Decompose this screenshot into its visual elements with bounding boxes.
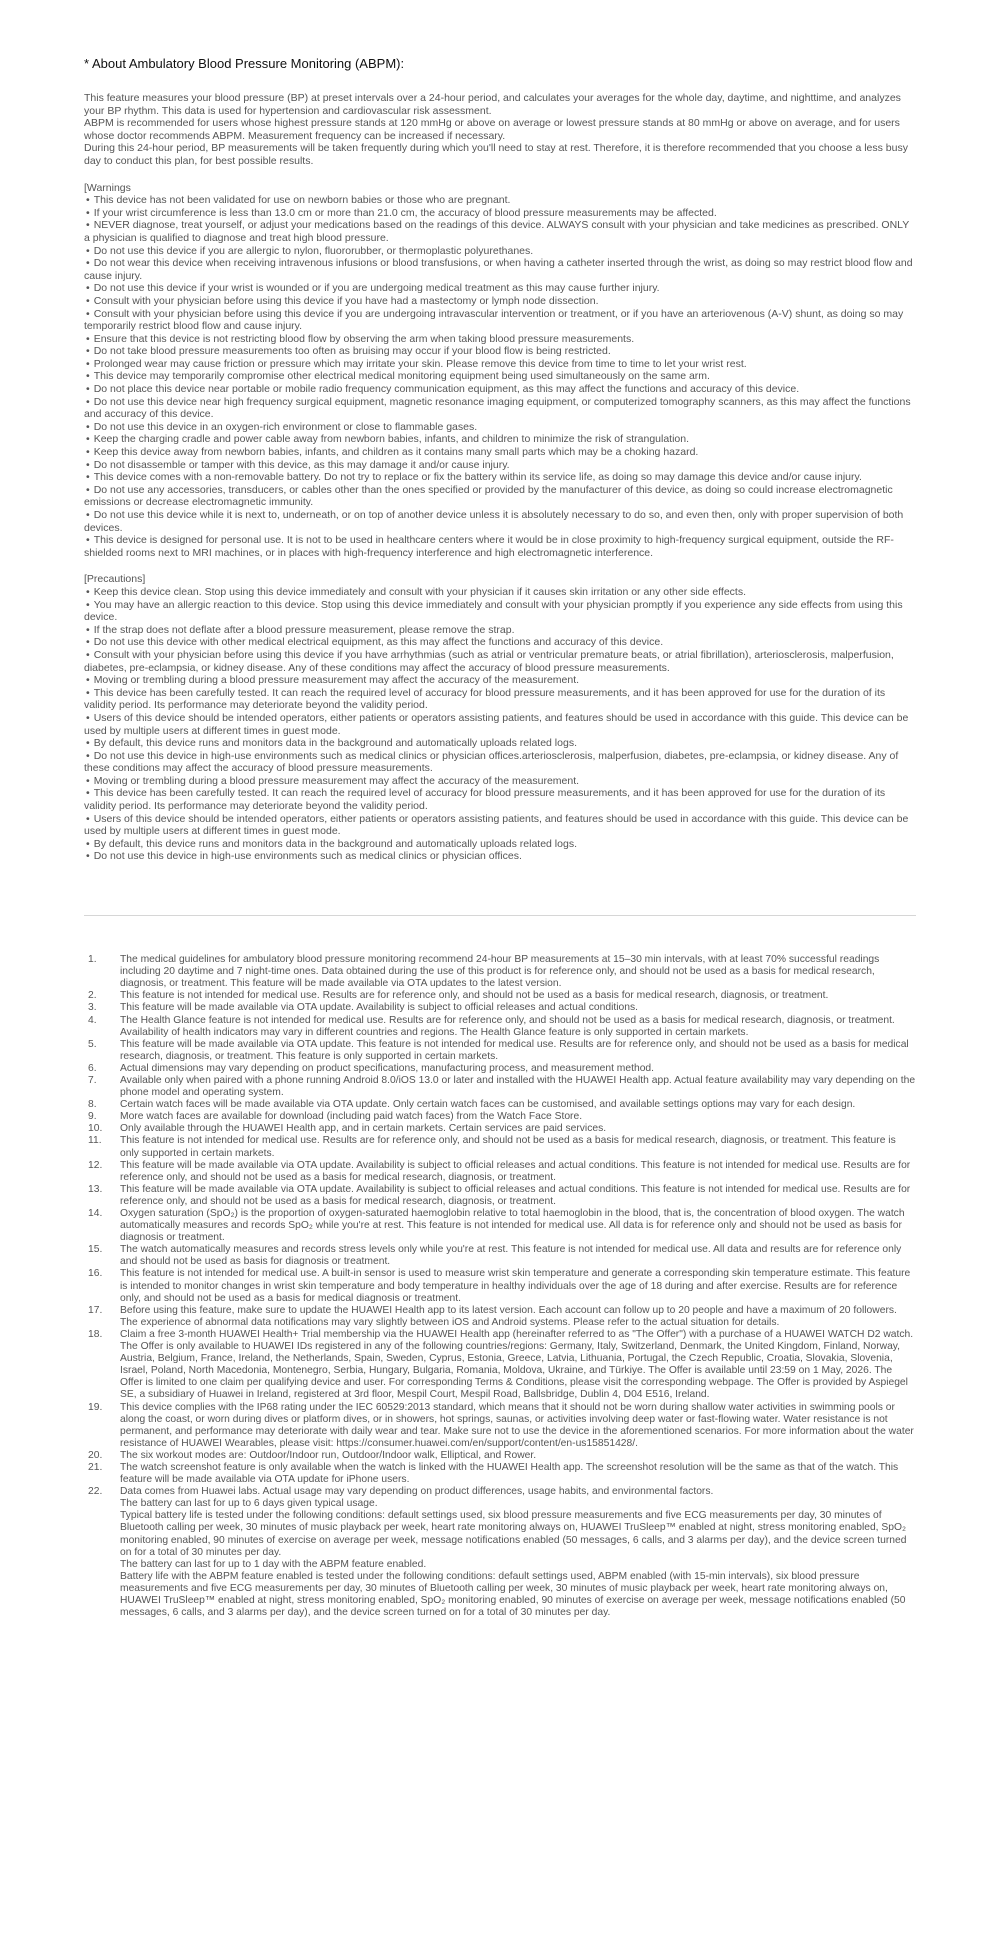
section-divider — [84, 915, 916, 916]
warning-item: • This device comes with a non-removable battery. Do not try to replace or fix the battery within its service life, as doing so may damage this device and/or cause injury. — [84, 471, 916, 484]
warning-item: • Consult with your physician before using this device if you have had a mastectomy or lymph node dissection. — [84, 295, 916, 308]
footnote-number: 18. — [88, 1328, 103, 1340]
precaution-item: • By default, this device runs and monitors data in the background and automatically uploads related logs. — [84, 838, 916, 851]
footnote-text — [120, 990, 916, 1002]
footnote-text — [120, 954, 916, 990]
footnote-number: 1. — [88, 954, 97, 966]
footnote-text — [120, 1063, 916, 1075]
warning-item: • This device may temporarily compromise other electrical medical monitoring equipment being used simultaneously on the same arm. — [84, 370, 916, 383]
footnote-paragraph: The Health Glance feature is not intended for medical use. Results are for reference only, and should not be used as a basis for medical research, diagnosis, or treatment. Availability of health indicators may vary in different countries and regions. The Health Glance feature is only supported in certain markets. — [120, 1014, 895, 1038]
footnote-item — [84, 1184, 916, 1208]
footnote-item — [84, 1268, 916, 1304]
footnote-paragraph: This feature will be made available via OTA update. This feature is not intended for medical use. Results are for reference only, and should not be used as a basis for medical research, diagnosis, or treatment. This feature is only supported in certain markets. — [120, 1038, 909, 1062]
precaution-item: • Do not use this device in high-use environments such as medical clinics or physician offices. — [84, 850, 916, 863]
footnote-paragraph: Available only when paired with a phone running Android 8.0/iOS 13.0 or later and installed with the HUAWEI Health app. Actual feature availability may vary depending on the phone model and operating system. — [120, 1074, 916, 1099]
footnote-paragraph: The watch automatically measures and records stress levels only while you're at rest. This feature is not intended for medical use. All data and results are for reference only and should not be used as basis for diagnosis or treatment. — [120, 1244, 902, 1268]
abpm-intro-paragraph: During this 24-hour period, BP measurements will be taken frequently during which you'll need to stay at rest. Therefore, it is therefore recommended that you choose a less busy day to conduct this plan, for best possible results. — [84, 142, 908, 167]
warning-item: • Do not use this device in an oxygen-rich environment or close to flammable gases. — [84, 421, 916, 434]
footnote-number: 9. — [88, 1111, 97, 1123]
warning-item: • Do not use any accessories, transducers, or cables other than the ones specified or provided by the manufacturer of this device, as doing so could increase electromagnetic emissions or decrease electromagnetic immunity. — [84, 484, 916, 509]
footnote-text — [120, 1450, 916, 1462]
footnote-number: 8. — [88, 1099, 97, 1111]
footnote-number: 2. — [88, 990, 97, 1002]
warning-item: • Do not use this device while it is next to, underneath, or on top of another device unless it is absolutely necessary to do so, and even then, only with proper supervision of both devices. — [84, 509, 916, 534]
precaution-item: • Keep this device clean. Stop using this device immediately and consult with your physician if it causes skin irritation or any other side effects. — [84, 586, 916, 599]
footnote-text — [120, 1015, 916, 1039]
precaution-item: • By default, this device runs and monitors data in the background and automatically uploads related logs. — [84, 737, 916, 750]
footnote-number: 21. — [88, 1461, 103, 1473]
footnote-paragraph: This feature will be made available via OTA update. Availability is subject to official releases and actual conditions. — [120, 1002, 638, 1014]
footnote-item — [84, 1135, 916, 1159]
footnote-number: 15. — [88, 1244, 103, 1256]
footnote-text — [120, 1462, 916, 1486]
footnote-paragraph: Certain watch faces will be made available via OTA update. Only certain watch faces can be customised, and available settings options may vary for each design. — [120, 1099, 856, 1111]
footnote-text — [120, 1075, 916, 1099]
footnote-item — [84, 1015, 916, 1039]
precaution-item: • Users of this device should be intended operators, either patients or operators assisting patients, and features should be used in accordance with this guide. This device can be used by multiple users at different times in guest mode. — [84, 712, 916, 737]
footnote-number: 19. — [88, 1401, 103, 1413]
footnote-number: 10. — [88, 1123, 103, 1135]
precaution-item: • Do not use this device with other medical electrical equipment, as this may affect the functions and accuracy of this device. — [84, 636, 916, 649]
footnote-item — [84, 1063, 916, 1075]
abpm-intro-paragraph: ABPM is recommended for users whose highest pressure stands at 120 mmHg or above on average or lowest pressure stands at 80 mmHg or above on average, and for users whose doctor recommends ABPM. Measurement frequency can be increased if necessary. — [84, 117, 900, 142]
footnote-item — [84, 1329, 916, 1402]
footnote-number: 11. — [88, 1135, 102, 1147]
footnote-number: 7. — [88, 1074, 97, 1086]
footnote-paragraph: This feature will be made available via OTA update. Availability is subject to official releases and actual conditions. This feature is not intended for medical use. Results are for reference only, and should not be used as a basis for medical research, diagnosis, or treatment. — [120, 1159, 911, 1183]
footnote-paragraph: Only available through the HUAWEI Health app, and in certain markets. Certain services are paid services. — [120, 1123, 607, 1135]
precaution-item: • Do not use this device in high-use environments such as medical clinics or physician offices.arteriosclerosis, malperfusion, diabetes, pre-eclampsia, or kidney disease. Any of these conditions may affect the accuracy of blood pressure measurements. — [84, 750, 916, 775]
precautions-list — [84, 586, 916, 863]
abpm-title: * About Ambulatory Blood Pressure Monitoring (ABPM): — [84, 56, 405, 71]
precaution-item: • Moving or trembling during a blood pressure measurement may affect the accuracy of the measurement. — [84, 775, 916, 788]
footnote-item — [84, 1075, 916, 1099]
footnote-item — [84, 1305, 916, 1329]
warning-item: • Keep this device away from newborn babies, infants, and children as it contains many small parts which may be a choking hazard. — [84, 446, 916, 459]
warnings-list — [84, 194, 916, 559]
footnote-item — [84, 1160, 916, 1184]
warning-item: • Do not use this device near high frequency surgical equipment, magnetic resonance imaging equipment, or computerized tomography scanners, as this may affect the functions and accuracy of this device. — [84, 396, 916, 421]
footnote-paragraph: The watch screenshot feature is only available when the watch is linked with the HUAWEI Health app. The screenshot resolution will be the same as that of the watch. This feature will be made available via OTA update for iPhone users. — [120, 1461, 899, 1486]
footnote-paragraph: Actual dimensions may vary depending on product specifications, manufacturing process, and measurement method. — [120, 1062, 655, 1074]
footnote-paragraph: Before using this feature, make sure to update the HUAWEI Health app to its latest version. Each account can follow up to 20 people and have a maximum of 20 followers. The experience of abnormal data notifications may vary slightly between iOS and Android systems. Please refer to the actual situation for details. — [120, 1304, 897, 1328]
footnote-item — [84, 1111, 916, 1123]
footnote-text — [120, 1329, 916, 1402]
footnote-item — [84, 1450, 916, 1462]
footnote-item — [84, 1244, 916, 1268]
footnote-number: 16. — [88, 1268, 103, 1280]
footnote-text — [120, 1135, 916, 1159]
warning-item: • Do not disassemble or tamper with this device, as this may damage it and/or cause injury. — [84, 459, 916, 472]
footnote-paragraph: The battery can last for up to 6 days given typical usage. — [120, 1498, 378, 1510]
footnote-text — [120, 1208, 916, 1244]
warning-item: • Prolonged wear may cause friction or pressure which may irritate your skin. Please remove this device from time to time to let your wrist rest. — [84, 358, 916, 371]
footnote-number: 4. — [88, 1014, 97, 1026]
footnote-item — [84, 1402, 916, 1450]
footnote-text — [120, 1123, 916, 1135]
warning-item: • If your wrist circumference is less than 13.0 cm or more than 21.0 cm, the accuracy of blood pressure measurements may be affected. — [84, 207, 916, 220]
footnote-item — [84, 1099, 916, 1111]
abpm-intro — [84, 92, 916, 168]
footnote-paragraph: Data comes from Huawei labs. Actual usage may vary depending on product differences, usage habits, and environmental factors. — [120, 1486, 714, 1498]
footnote-number: 12. — [88, 1159, 103, 1171]
footnote-text — [120, 1002, 916, 1014]
precaution-item: • This device has been carefully tested. It can reach the required level of accuracy for blood pressure measurements, and it has been approved for use for the duration of its validity period. Its performance may deteriorate beyond the validity period. — [84, 687, 916, 712]
footnote-number: 13. — [88, 1183, 103, 1195]
footnote-paragraph: Oxygen saturation (SpO₂) is the proportion of oxygen-saturated haemoglobin relative to total haemoglobin in the blood, that is, the concentration of blood oxygen. The watch automatically measures and records SpO₂ while you're at rest. This feature is not intended for medical use. All data is for reference only and should not be used as basis for diagnosis or treatment. — [120, 1208, 905, 1244]
footnote-paragraph: Typical battery life is tested under the following conditions: default settings used, six blood pressure measurements and five ECG measurements per day, 30 minutes of Bluetooth calling per week, 30 minutes of music playback per week, heart rate monitoring always on, HUAWEI TruSleep™ enabled at night, stress monitoring enabled, SpO₂ monitoring enabled, 90 minutes of exercise on average per week, message notifications enabled (50 messages, 6 calls, and 3 alarms per day), and the device screen turned on for a total of 30 minutes per day. — [120, 1510, 907, 1558]
footnote-number: 3. — [88, 1002, 97, 1014]
warning-item: • Do not use this device if your wrist is wounded or if you are undergoing medical treatment as this may cause further injury. — [84, 282, 916, 295]
footnote-paragraph: This feature is not intended for medical use. A built-in sensor is used to measure wrist skin temperature and generate a corresponding skin temperature estimate. This feature is intended to monitor changes in wrist skin temperature and body temperature in healthy individuals over the age of 18 during and after exercise. Results are for reference only, and should not be used as a basis for medical diagnosis or treatment. — [120, 1268, 911, 1304]
footnote-paragraph: This feature is not intended for medical use. Results are for reference only, and should not be used as a basis for medical research, diagnosis, or treatment. — [120, 990, 829, 1002]
footnote-item — [84, 1039, 916, 1063]
precaution-item: • Users of this device should be intended operators, either patients or operators assisting patients, and features should be used in accordance with this guide. This device can be used by multiple users at different times in guest mode. — [84, 813, 916, 838]
warning-item: • Do not place this device near portable or mobile radio frequency communication equipment, as this may affect the functions and accuracy of this device. — [84, 383, 916, 396]
warning-item: • NEVER diagnose, treat yourself, or adjust your medications based on the readings of this device. ALWAYS consult with your physician and take medicines as prescribed. ONLY a physician is qualified to diagnose and treat high blood pressure. — [84, 219, 916, 244]
warning-item: • Do not use this device if you are allergic to nylon, fluororubber, or thermoplastic polyurethanes. — [84, 245, 916, 258]
footnote-paragraph: This device complies with the IP68 rating under the IEC 60529:2013 standard, which means that it should not be worn during shallow water activities in swimming pools or along the coast, or worn during dives or platform dives, or in showers, hot springs, saunas, or activities involving deep water or fast-flowing water. Water resistance is not permanent, and performance may deteriorate with daily wear and tear. Make sure not to use the device in the aforementioned scenarios. For more information about the water resistance of HUAWEI Wearables, please visit: https://consumer.huawei.com/en/support/content/en-us15851428/. — [120, 1401, 914, 1449]
warning-item: • Ensure that this device is not restricting blood flow by observing the arm when taking blood pressure measurements. — [84, 333, 916, 346]
footnote-paragraph: The battery can last for up to 1 day with the ABPM feature enabled. — [120, 1558, 427, 1570]
precaution-item: • If the strap does not deflate after a blood pressure measurement, please remove the strap. — [84, 624, 916, 637]
footnote-text — [120, 1402, 916, 1450]
footnote-text — [120, 1486, 916, 1619]
footnote-text — [120, 1039, 916, 1063]
footnote-text — [120, 1244, 916, 1268]
precaution-item: • Moving or trembling during a blood pressure measurement may affect the accuracy of the measurement. — [84, 674, 916, 687]
footnote-item — [84, 954, 916, 990]
warning-item: • This device has not been validated for use on newborn babies or those who are pregnant. — [84, 194, 916, 207]
precaution-item: • This device has been carefully tested. It can reach the required level of accuracy for blood pressure measurements, and it has been approved for use for the duration of its validity period. Its performance may deteriorate beyond the validity period. — [84, 787, 916, 812]
footnote-number: 6. — [88, 1062, 97, 1074]
footnote-paragraph: More watch faces are available for download (including paid watch faces) from the Watch Face Store. — [120, 1111, 583, 1123]
footnote-text — [120, 1111, 916, 1123]
footnote-paragraph: The six workout modes are: Outdoor/Indoor run, Outdoor/Indoor walk, Elliptical, and Rower. — [120, 1449, 537, 1461]
footnote-item — [84, 1002, 916, 1014]
footnote-text — [120, 1305, 916, 1329]
warnings-heading: [Warnings — [84, 181, 131, 194]
footnote-text — [120, 1099, 916, 1111]
footnote-paragraph: This feature will be made available via OTA update. Availability is subject to official releases and actual conditions. This feature is not intended for medical use. Results are for reference only, and should not be used as a basis for medical research, diagnosis, or treatment. — [120, 1183, 911, 1207]
footnote-number: 20. — [88, 1449, 103, 1461]
warning-item: • Consult with your physician before using this device if you are undergoing intravascular intervention or treatment, or if you have an arteriovenous (A-V) shunt, as doing so may temporarily restrict blood flow and cause injury. — [84, 308, 916, 333]
precaution-item: • Consult with your physician before using this device if you have arrhythmias (such as atrial or ventricular premature beats, or atrial fibrillation), arteriosclerosis, malperfusion, diabetes, pre-eclampsia, or kidney disease. Any of these conditions may affect the accuracy of blood pressure measurements. — [84, 649, 916, 674]
precaution-item: • You may have an allergic reaction to this device. Stop using this device immediately and consult with your physician promptly if you experience any side effects from using this device. — [84, 599, 916, 624]
warning-item: • Do not wear this device when receiving intravenous infusions or blood transfusions, or when having a catheter inserted through the wrist, as doing so may restrict blood flow and cause injury. — [84, 257, 916, 282]
footnote-item — [84, 1462, 916, 1486]
precautions-heading: [Precautions] — [84, 573, 146, 586]
abpm-intro-paragraph: This feature measures your blood pressure (BP) at preset intervals over a 24-hour period, and calculates your averages for the whole day, daytime, and nighttime, and analyzes your BP rhythm. This data is used for hypertension and cardiovascular risk assessment. — [84, 92, 901, 117]
footnote-item — [84, 990, 916, 1002]
footnote-number: 5. — [88, 1038, 97, 1050]
warning-item: • Do not take blood pressure measurements too often as bruising may occur if your blood flow is being restricted. — [84, 345, 916, 358]
footnote-item — [84, 1486, 916, 1619]
warning-item: • Keep the charging cradle and power cable away from newborn babies, infants, and children to minimize the risk of strangulation. — [84, 433, 916, 446]
footnote-item — [84, 1208, 916, 1244]
footnote-item — [84, 1123, 916, 1135]
footnote-number: 22. — [88, 1486, 103, 1498]
footnote-paragraph: The medical guidelines for ambulatory blood pressure monitoring recommend 24-hour BP measurements at 15–30 min intervals, with at least 70% successful readings including 20 daytime and 7 night-time ones. Data obtained during the use of this product is for reference only, and should not be used as a basis for medical research, diagnosis, or treatment. This feature will be made available via OTA updates to the latest version. — [120, 954, 880, 990]
footnote-text — [120, 1268, 916, 1304]
footnote-text — [120, 1184, 916, 1208]
footnotes-list — [84, 954, 916, 1619]
warning-item: • This device is designed for personal use. It is not to be used in healthcare centers where it would be in close proximity to high-frequency surgical equipment, outside the RF-shielded rooms next to MRI machines, or in places with high-frequency interference and high electromagnetic interference. — [84, 534, 916, 559]
footnote-text — [120, 1160, 916, 1184]
footnote-paragraph: Claim a free 3-month HUAWEI Health+ Trial membership via the HUAWEI Health app (hereinafter referred to as "The Offer") with a purchase of a HUAWEI WATCH D2 watch. The Offer is only available to HUAWEI IDs registered in any of the following countries/regions: Germany, Italy, Switzerland, Denmark, the United Kingdom, Finland, Norway, Austria, Belgium, France, Ireland, the Netherlands, Spain, Sweden, Cyprus, Estonia, Greece, Latvia, Lithuania, Portugal, the Czech Republic, Croatia, Slovakia, Slovenia, Israel, Poland, North Macedonia, Montenegro, Serbia, Hungary, Bulgaria, Romania, Moldova, Ukraine, and Türkiye. The Offer is available until 23:59 on 1 May, 2026. The Offer is limited to one claim per qualifying device and user. For corresponding Terms & Conditions, please visit the corresponding webpage. The Offer is provided by Aspiegel SE, a subsidiary of Huawei in Ireland, registered at 3rd floor, Mespil Court, Mespil Road, Ballsbridge, Dublin 4, D04 E516, Ireland. — [120, 1328, 914, 1401]
footnote-paragraph: Battery life with the ABPM feature enabled is tested under the following conditions: default settings used, ABPM enabled (with 15-min intervals), six blood pressure measurements and five ECG measurements per day, 30 minutes of Bluetooth calling per week, 30 minutes of music playback per week, heart rate monitoring always on, HUAWEI TruSleep™ enabled at night, stress monitoring enabled, SpO₂ monitoring enabled, 90 minutes of exercise on average per week, message notifications enabled (50 messages, 6 calls, and 3 alarms per day), and the device screen turned on for a total of 30 minutes per day. — [120, 1570, 906, 1619]
footnote-number: 17. — [88, 1304, 103, 1316]
footnote-number: 14. — [88, 1208, 103, 1219]
footnote-paragraph: This feature is not intended for medical use. Results are for reference only, and should not be used as a basis for medical research, diagnosis, or treatment. This feature is only supported in certain markets. — [120, 1135, 896, 1159]
